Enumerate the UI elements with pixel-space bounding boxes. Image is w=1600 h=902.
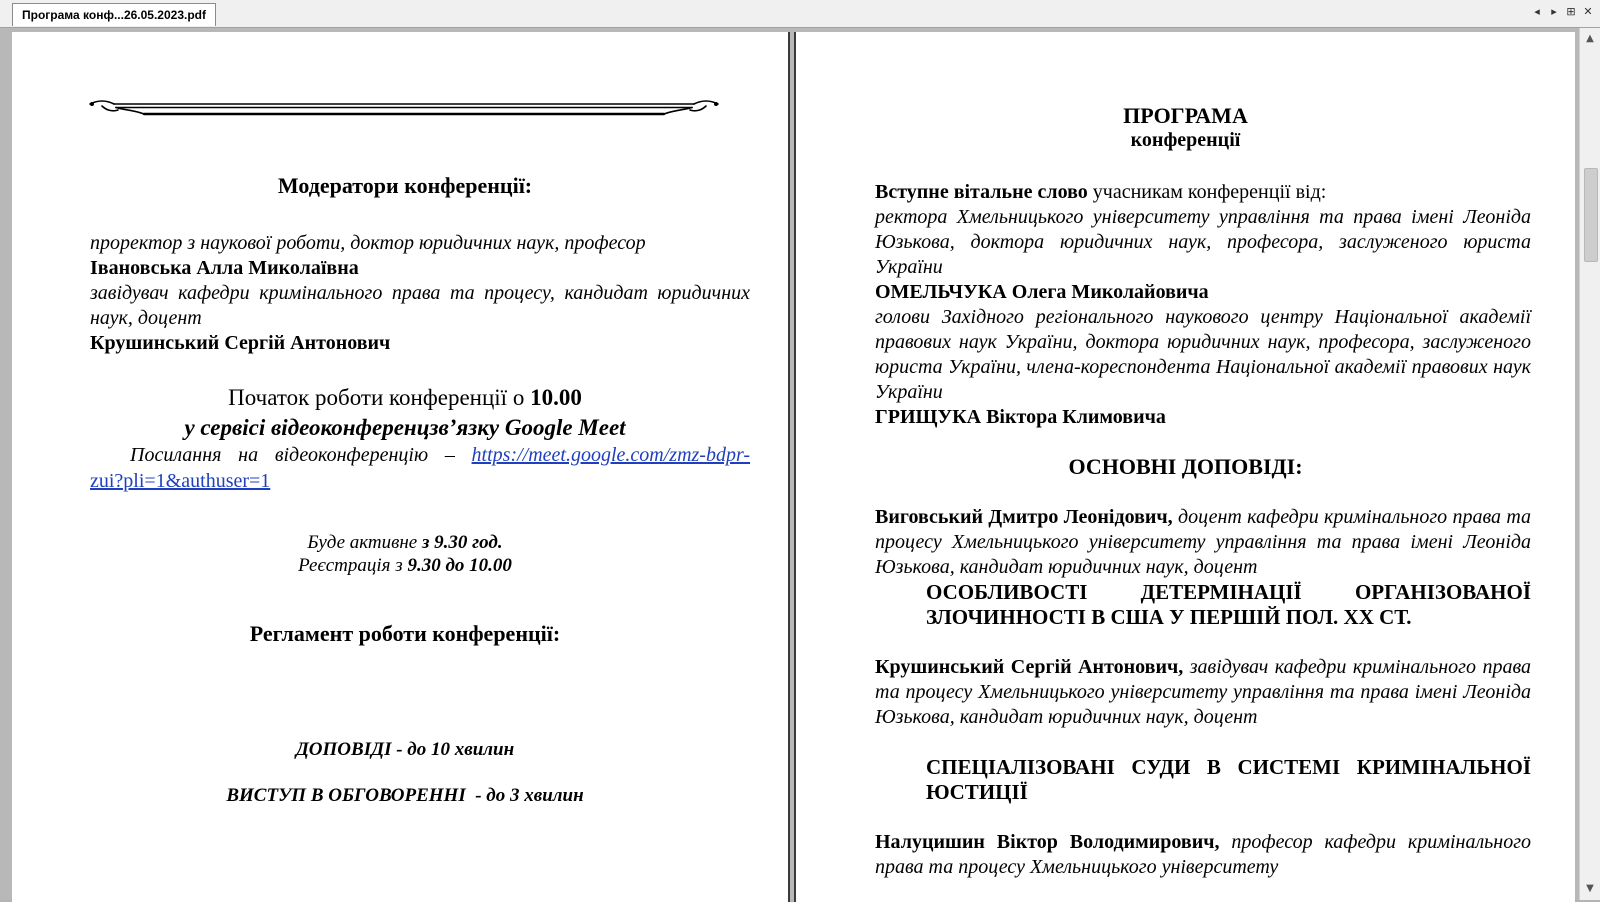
decorative-divider-icon (88, 96, 720, 120)
start-line (90, 383, 720, 413)
page-right (796, 32, 1575, 902)
report2-role: завідувач кафедри кримінального права та процесу Хмельницького університету управління та права імені Леоніда Юзькова, кандидат юридичних наук, доцент (875, 656, 1531, 728)
rules-title: Регламент роботи конференції: (249, 621, 561, 646)
report1-title: ОСОБЛИВОСТІ ДЕТЕРМІНАЦІЇ ОРГАНІЗОВАНОЇ ЗЛОЧИННОСТІ В США У ПЕРШІЙ ПОЛ. ХХ СТ. (926, 580, 1531, 629)
link-line (130, 443, 750, 468)
report1-name: Виговський Дмитро Леонідович, (875, 506, 1173, 528)
service-line: у сервісі відеоконференцзв’язку Google Meet (184, 415, 626, 440)
scroll-down-icon[interactable]: ▼ (1586, 883, 1594, 894)
moderator1-role: проректор з наукової роботи, доктор юридичних наук, професор (90, 232, 646, 254)
report3-role: професор кафедри кримінального права та процесу Хмельницького університету (875, 831, 1532, 878)
moderator2-role: завідувач кафедри кримінального права та процесу, кандидат юридичних наук, доцент (90, 282, 750, 329)
report2-title: СПЕЦІАЛІЗОВАНІ СУДИ В СИСТЕМІ КРИМІНАЛЬНОЇ ЮСТИЦІЇ (926, 755, 1531, 804)
scroll-up-icon[interactable]: ▲ (1586, 33, 1594, 44)
start-time: 10.00 (530, 385, 582, 410)
report3-name: Налуцишин Віктор Володимирович, (875, 831, 1220, 853)
start-prefix: Початок роботи конференції о (228, 385, 525, 410)
page-left (12, 32, 788, 902)
tab-controls (1531, 5, 1594, 18)
vertical-scrollbar[interactable] (1579, 28, 1600, 900)
active-prefix: Буде активне (307, 532, 418, 553)
meet-link-part2[interactable]: zui?pli=1&authuser=1 (90, 470, 271, 492)
registration-time: 9.30 до 10.00 (407, 555, 512, 576)
welcome-line (875, 180, 1535, 205)
registration-prefix: Реєстрація з (298, 555, 403, 576)
tab-next-icon[interactable]: ▸ (1551, 5, 1557, 18)
report1-speaker (875, 505, 1531, 580)
report1-role: доцент кафедри кримінального права та процесу Хмельницького університету управління та права імені Леоніда Юзькова, кандидат юридичних наук, доцент (875, 506, 1532, 578)
document-tab[interactable]: Програма конф...26.05.2023.pdf (12, 3, 216, 26)
report2-name: Крушинський Сергій Антонович, (875, 656, 1184, 678)
welcome-rest: учасникам конференції від: (1087, 181, 1327, 203)
moderator2-name: Крушинський Сергій Антонович (90, 332, 391, 354)
tab-grid-icon[interactable]: ⊞ (1566, 5, 1576, 18)
moderator1-name: Івановська Алла Миколаївна (90, 257, 359, 279)
active-time: з 9.30 год. (421, 532, 503, 553)
active-line (90, 531, 720, 554)
welcome-bold: Вступне вітальне слово (875, 181, 1088, 203)
link-label: Посилання на відеоконференцію – (130, 444, 455, 466)
speaker2-name: ГРИЩУКА Віктора Климовича (875, 406, 1166, 428)
meet-link-part1[interactable]: https://meet.google.com/zmz-bdpr- (471, 444, 750, 466)
scrollbar-thumb[interactable] (1584, 168, 1598, 262)
moderators-title: Модератори конференції: (277, 173, 533, 198)
program-title: ПРОГРАМА (1123, 103, 1248, 128)
tab-prev-icon[interactable]: ◂ (1534, 5, 1540, 18)
report2-speaker (875, 655, 1531, 730)
rule-discussion: ВИСТУП В ОБГОВОРЕННІ - до 3 хвилин (226, 785, 584, 806)
tab-close-icon[interactable]: ✕ (1583, 5, 1593, 18)
registration-line (90, 554, 720, 577)
report3-speaker (875, 830, 1531, 880)
document-viewer[interactable] (0, 28, 1600, 900)
program-subtitle: конференції (1130, 129, 1241, 151)
main-reports-title: ОСНОВНІ ДОПОВІДІ: (1068, 454, 1303, 479)
rule-reports: ДОПОВІДІ - до 10 хвилин (295, 739, 515, 760)
speaker1-role: ректора Хмельницького університету управління та права імені Леоніда Юзькова, доктора юридичних наук, професора, заслуженого юриста України (875, 206, 1531, 278)
speaker2-role: голови Західного регіонального наукового центру Національної академії правових наук України, доктора юридичних наук, професора, заслуженого юриста України, члена-кореспондента Національної академії правових наук України (875, 306, 1531, 403)
tab-bar (0, 0, 1600, 28)
speaker1-name: ОМЕЛЬЧУКА Олега Миколайовича (875, 281, 1209, 303)
